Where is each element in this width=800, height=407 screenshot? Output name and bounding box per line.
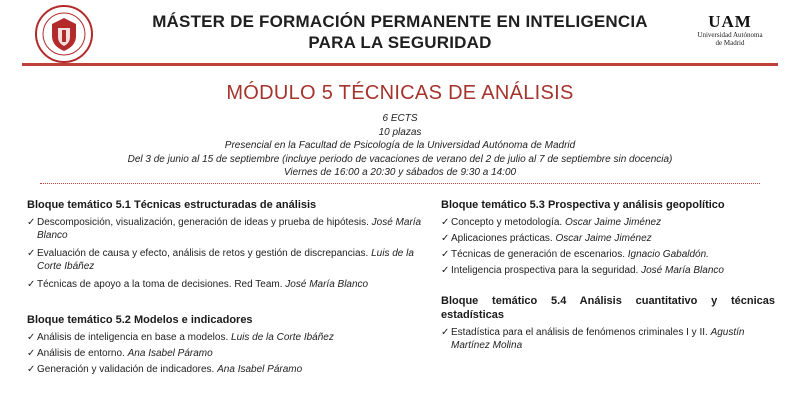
check-icon: ✓ — [27, 279, 36, 290]
block-5-4-list — [441, 326, 775, 352]
item-text: Técnicas de apoyo a la toma de decisiones. Red Team. — [37, 279, 283, 290]
item-author: Ignacio Gabaldón. — [627, 249, 709, 260]
item-author: Oscar Jaime Jiménez — [555, 233, 652, 244]
block-5-3-list — [441, 216, 775, 277]
list-item — [27, 216, 427, 242]
block-5-2-list — [27, 331, 427, 376]
item-text: Análisis de entorno. — [37, 348, 125, 359]
check-icon: ✓ — [441, 249, 450, 260]
check-icon: ✓ — [441, 217, 450, 228]
item-author: Oscar Jaime Jiménez — [564, 217, 662, 228]
check-icon: ✓ — [441, 233, 450, 244]
university-institute-seal-icon — [34, 4, 94, 64]
item-text: Inteligencia prospectiva para la seguridad. — [451, 265, 639, 276]
block-title-5-2: Bloque temático 5.2 Modelos e indicadores — [27, 314, 253, 326]
block-title-5-3: Bloque temático 5.3 Prospectiva y análisis geopolítico — [441, 199, 725, 211]
check-icon: ✓ — [27, 364, 36, 375]
module-ects: 6 ECTS — [382, 113, 418, 124]
left-column — [27, 198, 427, 379]
list-item — [441, 232, 775, 245]
item-text: Análisis de inteligencia en base a modelos. — [37, 332, 229, 343]
list-item — [27, 247, 427, 273]
item-text: Descomposición, visualización, generación de ideas y prueba de hipótesis. — [37, 217, 369, 228]
item-text: Generación y validación de indicadores. — [37, 364, 215, 375]
check-icon: ✓ — [441, 265, 450, 276]
block-5-1-list — [27, 216, 427, 291]
block-title-5-4: Bloque temático 5.4 Análisis cuantitativo y técnicas estadísticas — [441, 295, 775, 321]
right-column — [441, 198, 775, 357]
list-item — [27, 278, 427, 291]
check-icon: ✓ — [27, 217, 36, 228]
spacer — [441, 280, 775, 294]
list-item — [441, 264, 775, 277]
item-text: Técnicas de generación de escenarios. — [451, 249, 625, 260]
spacer — [27, 296, 427, 313]
list-item — [441, 216, 775, 229]
module-location: Presencial en la Facultad de Psicología de la Universidad Autónoma de Madrid — [224, 140, 576, 151]
page-title — [150, 11, 650, 53]
uam-logo — [690, 12, 770, 47]
module-dates: Del 3 de junio al 15 de septiembre (incluye periodo de vacaciones de verano del 2 de julio al 7 de septiembre sin docencia) — [127, 153, 673, 165]
item-author: Agustín Martínez Molina — [451, 327, 745, 351]
dotted-divider — [40, 183, 760, 184]
page-title-line-1: MÁSTER DE FORMACIÓN PERMANENTE EN INTELIGENCIA — [152, 12, 648, 31]
check-icon: ✓ — [27, 332, 36, 343]
item-author: José María Blanco — [37, 217, 422, 241]
item-text: Evaluación de causa y efecto, análisis de retos y gestión de discrepancias. — [37, 248, 369, 259]
item-author: Luis de la Corte Ibáñez — [37, 248, 414, 272]
list-item — [27, 347, 427, 360]
item-author: José María Blanco — [285, 279, 369, 290]
item-author: Ana Isabel Páramo — [127, 348, 213, 359]
module-schedule: Viernes de 16:00 a 20:30 y sábados de 9:30 a 14:00 — [283, 167, 517, 178]
uam-logo-line-2: de Madrid — [715, 39, 745, 47]
list-item — [27, 363, 427, 376]
uam-logo-mark: UAM — [708, 12, 752, 31]
item-author: José María Blanco — [641, 265, 724, 276]
page-title-line-2: PARA LA SEGURIDAD — [308, 33, 492, 52]
item-author: Ana Isabel Páramo — [217, 364, 303, 375]
check-icon: ✓ — [441, 327, 450, 338]
list-item — [27, 331, 427, 344]
item-text: Estadística para el análisis de fenómenos criminales I y II. — [451, 327, 708, 338]
module-title: MÓDULO 5 TÉCNICAS DE ANÁLISIS — [226, 82, 574, 104]
list-item — [441, 326, 775, 352]
item-author: Luis de la Corte Ibáñez — [231, 332, 334, 343]
list-item — [441, 248, 775, 261]
module-info — [0, 112, 800, 180]
check-icon: ✓ — [27, 348, 36, 359]
block-title-5-1: Bloque temático 5.1 Técnicas estructuradas de análisis — [27, 199, 317, 211]
check-icon: ✓ — [27, 248, 36, 259]
item-text: Aplicaciones prácticas. — [451, 233, 553, 244]
item-text: Concepto y metodología. — [451, 217, 563, 228]
header-divider — [22, 63, 778, 66]
module-plazas: 10 plazas — [378, 126, 422, 138]
uam-logo-line-1: Universidad Autónoma — [697, 31, 763, 39]
